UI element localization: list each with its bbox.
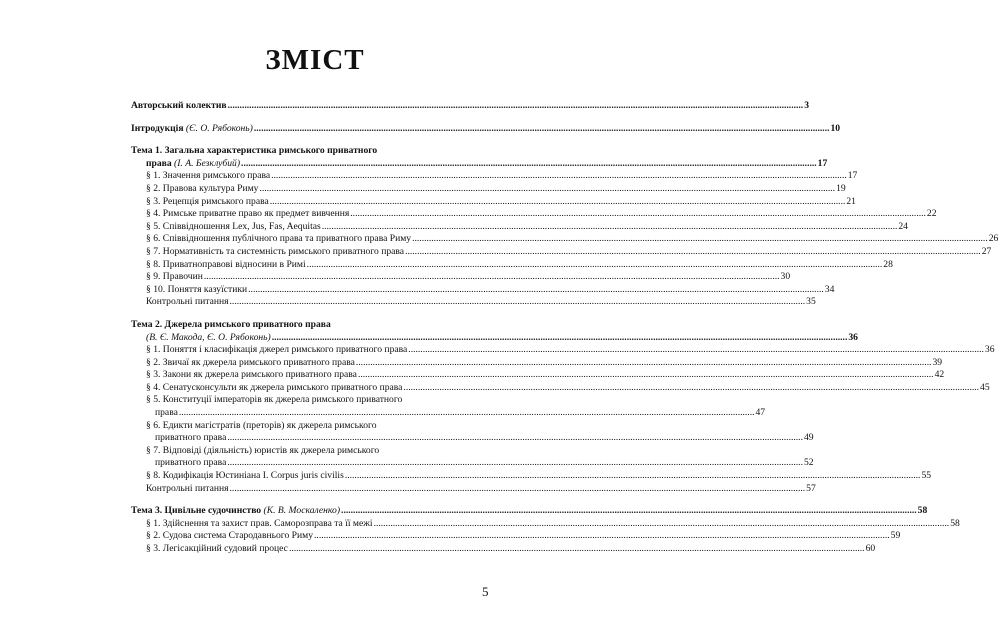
dot-leader xyxy=(374,518,950,531)
toc-entry-text: § 2. Судова система Стародавнього Риму xyxy=(146,530,314,542)
toc-page-number: 17 xyxy=(847,170,858,182)
toc-entry-text xyxy=(131,123,253,136)
table-of-contents xyxy=(131,100,998,556)
dot-leader xyxy=(356,357,932,370)
toc-entry-text: § 7. Нормативність та системність римського приватного права xyxy=(146,245,405,257)
dot-leader xyxy=(254,123,830,136)
toc-entry[interactable] xyxy=(131,530,901,543)
toc-entry[interactable] xyxy=(131,283,835,297)
toc-entry-text: § 4. Римське приватне право як предмет вивчення xyxy=(146,208,350,220)
toc-entry-questions[interactable] xyxy=(131,296,816,309)
toc-entry[interactable] xyxy=(131,517,960,531)
page-number: 5 xyxy=(482,584,489,599)
toc-page-number: 39 xyxy=(932,356,943,368)
toc-entry[interactable] xyxy=(131,220,908,234)
toc-entry-text: Авторський колектив xyxy=(131,100,227,111)
toc-entry[interactable] xyxy=(131,344,995,357)
toc-page-number: 60 xyxy=(865,543,876,554)
dot-leader xyxy=(230,296,806,309)
dot-leader xyxy=(307,259,883,272)
dot-leader xyxy=(179,407,755,420)
toc-entry-text xyxy=(131,505,340,518)
toc-page-number: 17 xyxy=(817,157,828,169)
toc-page-number: 49 xyxy=(803,432,814,444)
toc-page-number: 45 xyxy=(980,381,990,393)
toc-entry-questions[interactable] xyxy=(131,482,816,496)
toc-entry-text: права xyxy=(155,407,178,419)
dot-leader xyxy=(408,344,984,357)
toc-page-number: 35 xyxy=(806,296,816,308)
toc-topic-1-heading: Тема 1. Загальна характеристика римського приватного xyxy=(131,145,378,157)
toc-entry-author: (І. А. Безклубий) xyxy=(174,157,241,169)
toc-entry-text: § 3. Легісакційний судовий процес xyxy=(146,543,288,554)
toc-entry[interactable] xyxy=(131,271,791,284)
dot-leader xyxy=(228,100,804,113)
toc-entry-author: (В. Є. Макода, Є. О. Рябоконь) xyxy=(146,331,271,343)
toc-entry-author: (Є. О. Рябоконь) xyxy=(185,122,253,134)
toc-page-number: 57 xyxy=(806,482,816,494)
toc-entry[interactable] xyxy=(131,407,766,420)
toc-entry-label: права xyxy=(146,157,172,169)
toc-page-number: 3 xyxy=(804,100,809,111)
toc-entry[interactable] xyxy=(131,543,876,556)
toc-entry-text: § 5. Співвідношення Lex, Jus, Fas, Aequitas xyxy=(146,220,321,232)
dot-leader xyxy=(314,530,890,543)
toc-entry[interactable] xyxy=(131,381,990,395)
toc-page-number: 36 xyxy=(984,344,995,356)
dot-leader xyxy=(345,470,921,483)
toc-page-number: 55 xyxy=(921,470,932,482)
toc-page-number: 30 xyxy=(780,271,791,283)
toc-page-number: 22 xyxy=(926,208,937,220)
toc-entry-text: § 8. Приватноправові відносини в Римі xyxy=(146,258,306,270)
toc-entry[interactable] xyxy=(131,170,858,183)
toc-entry-label: Тема 3. Цивільне судочинство xyxy=(131,505,262,517)
toc-entry[interactable] xyxy=(131,233,998,246)
toc-entry-authors[interactable] xyxy=(131,100,809,113)
toc-page-number: 59 xyxy=(890,530,901,542)
dot-leader xyxy=(248,284,824,297)
toc-entry-text: § 1. Значення римського права xyxy=(146,170,271,182)
dot-leader xyxy=(241,158,817,171)
toc-page-number: 36 xyxy=(848,331,858,343)
dot-leader xyxy=(412,233,988,246)
toc-entry[interactable] xyxy=(131,457,814,470)
toc-entry[interactable] xyxy=(131,470,932,483)
toc-entry[interactable] xyxy=(131,369,945,382)
toc-entry[interactable] xyxy=(131,356,943,370)
toc-entry-text xyxy=(146,158,240,171)
toc-entry-text: Контрольні питання xyxy=(146,482,229,494)
dot-leader xyxy=(350,208,926,221)
toc-entry-topic-3[interactable] xyxy=(131,505,928,518)
page-title: ЗМІСТ xyxy=(265,44,365,76)
dot-leader xyxy=(358,369,934,382)
toc-page-number: 47 xyxy=(755,407,766,419)
toc-entry-author: (К. В. Москаленко) xyxy=(263,505,341,517)
toc-topic-2-heading: Тема 2. Джерела римського приватного права xyxy=(131,318,331,330)
toc-page-number: 27 xyxy=(981,245,992,257)
toc-page-number: 28 xyxy=(883,258,893,270)
dot-leader xyxy=(230,483,806,496)
toc-entry-text: § 3. Рецепція римського права xyxy=(146,195,269,207)
toc-entry[interactable] xyxy=(131,208,937,221)
toc-entry[interactable] xyxy=(131,182,846,196)
toc-entry-text: § 2. Звичаї як джерела римського приватного права xyxy=(146,356,355,368)
toc-entry-text: § 1. Поняття і класифікація джерел римського приватного права xyxy=(146,344,408,356)
toc-entry-text: § 9. Правочин xyxy=(146,271,203,283)
toc-page-number: 58 xyxy=(917,505,928,517)
toc-page-number: 52 xyxy=(803,457,814,469)
toc-page-number: 34 xyxy=(824,283,835,295)
toc-entry-line: § 6. Едикти магістратів (преторів) як джерела римського xyxy=(146,419,377,431)
toc-page-number: 58 xyxy=(950,517,960,529)
toc-entry-text: § 2. Правова культура Риму xyxy=(146,182,259,194)
toc-entry-line: § 7. Відповіді (діяльність) юристів як джерела римського xyxy=(146,444,380,456)
toc-page-number: 24 xyxy=(898,220,908,232)
dot-leader xyxy=(270,196,846,209)
toc-entry-text: приватного права xyxy=(155,432,227,444)
dot-leader xyxy=(272,332,848,345)
toc-page-number: 42 xyxy=(934,369,945,381)
toc-entry-text: § 6. Співвідношення публічного права та приватного права Риму xyxy=(146,233,412,245)
toc-entry-intro[interactable] xyxy=(131,122,841,136)
toc-entry-text: § 10. Поняття казуїстики xyxy=(146,283,248,295)
toc-entry-topic-2[interactable] xyxy=(131,331,858,345)
toc-entry-line: § 5. Конституції імператорів як джерела римського приватного xyxy=(146,394,403,406)
toc-entry-text: § 8. Кодифікація Юстиніана I. Corpus juris civilis xyxy=(146,470,344,482)
toc-entry[interactable] xyxy=(131,432,814,445)
toc-entry-text: Контрольні питання xyxy=(146,296,229,308)
toc-entry[interactable] xyxy=(131,245,992,259)
dot-leader xyxy=(289,543,865,556)
toc-page-number: 26 xyxy=(988,233,998,245)
toc-page-number: 21 xyxy=(846,195,856,207)
toc-entry[interactable] xyxy=(131,195,856,209)
toc-entry-text: приватного права xyxy=(155,457,227,469)
toc-page-number: 10 xyxy=(830,122,841,134)
toc-entry-text: § 4. Сенатусконсульти як джерела римського приватного права xyxy=(146,381,403,393)
dot-leader xyxy=(259,183,835,196)
dot-leader xyxy=(405,246,981,259)
dot-leader xyxy=(271,170,847,183)
dot-leader xyxy=(227,457,803,470)
dot-leader xyxy=(204,271,780,284)
toc-entry-label: Інтродукція xyxy=(131,122,184,134)
dot-leader xyxy=(227,432,803,445)
toc-page-number: 19 xyxy=(836,182,846,194)
dot-leader xyxy=(341,505,917,518)
dot-leader xyxy=(322,221,898,234)
toc-entry-text: § 1. Здійснення та захист прав. Саморозправа та її межі xyxy=(146,517,373,529)
dot-leader xyxy=(403,382,979,395)
toc-entry-topic-1[interactable] xyxy=(131,157,828,171)
toc-entry[interactable] xyxy=(131,258,893,272)
toc-entry-text: § 3. Закони як джерела римського приватного права xyxy=(146,369,357,381)
